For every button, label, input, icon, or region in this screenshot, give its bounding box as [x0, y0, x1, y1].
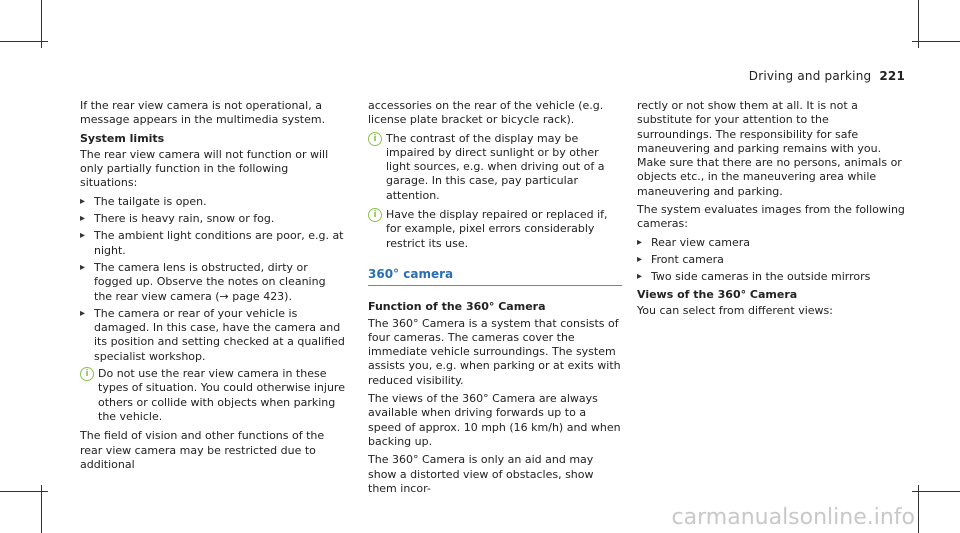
- intro-text: If the rear view camera is not operational, a message appears in the multimedia system.: [80, 99, 326, 127]
- list-item: ▸ There is heavy rain, snow or fog.: [80, 212, 346, 226]
- info-icon: i: [368, 132, 382, 146]
- column-2: [368, 99, 622, 500]
- info-note: [80, 367, 346, 424]
- paragraph: The 360° Camera is a system that consists of four cameras. The cameras cover the immediate vehicle surroundings. The system assists you, e.g. when parking or at exits with reduced visibility.: [368, 316, 621, 387]
- page-number: 221: [879, 69, 905, 83]
- column-1: [80, 99, 346, 476]
- cameras-list: [637, 236, 905, 285]
- paragraph: The field of vision and other functions of the rear view camera may be restricted due to additional: [80, 429, 325, 471]
- list-item: ▸ Front camera: [637, 253, 905, 267]
- column-3: [637, 99, 905, 322]
- page-header: [749, 69, 905, 83]
- system-limits-heading: System limits: [80, 131, 165, 145]
- info-icon: i: [368, 208, 382, 222]
- section-name: Driving and parking: [748, 69, 872, 83]
- paragraph: The system evaluates images from the following cameras:: [637, 203, 905, 231]
- list-item: ▸ The camera lens is obstructed, dirty or fogged up. Observe the notes on cleaning the rear view camera (→ page 423).: [80, 261, 346, 304]
- crop-mark: [0, 491, 48, 492]
- crop-mark: [0, 41, 48, 42]
- list-item: ▸ Rear view camera: [637, 236, 905, 250]
- paragraph: accessories on the rear of the vehicle (e.g. license plate bracket or bicycle rack).: [368, 99, 604, 127]
- views-heading: Views of the 360° Camera: [637, 287, 798, 301]
- info-note: [368, 132, 622, 203]
- watermark: carmanualsonline.info: [671, 505, 915, 530]
- list-item: ▸ The camera or rear of your vehicle is damaged. In this case, have the camera and its position and setting checked at a qualified specialist workshop.: [80, 307, 346, 364]
- function-heading: Function of the 360° Camera: [368, 300, 546, 314]
- paragraph: The views of the 360° Camera are always available when driving forwards up to a speed of approx. 10 mph (16 km/h) and when backing up.: [368, 392, 621, 448]
- crop-mark: [41, 485, 42, 533]
- crop-mark: [912, 491, 960, 492]
- limits-list: [80, 195, 346, 364]
- paragraph: The rear view camera will not function or will only partially function in the following situations:: [80, 147, 329, 190]
- paragraph: rectly or not show them at all. It is not a substitute for your attention to the surroundings. The responsibility for safe maneuvering and parking remains with you. Make sure that there are no persons, animals or objects etc., in the maneuvering area while maneuvering and parking.: [637, 99, 902, 198]
- note-text: The contrast of the display may be impaired by direct sunlight or by other light sources, e.g. when driving out of a garage. In this case, pay particular attention.: [386, 131, 605, 202]
- section-title: 360° camera: [368, 267, 622, 286]
- note-text: Have the display repaired or replaced if, for example, pixel errors considerably restrict its use.: [386, 208, 608, 250]
- list-item: ▸ The ambient light conditions are poor, e.g. at night.: [80, 229, 346, 258]
- crop-mark: [912, 41, 960, 42]
- info-icon: i: [80, 367, 94, 381]
- paragraph: The 360° Camera is only an aid and may show a distorted view of obstacles, show them incor-: [368, 453, 594, 495]
- info-note: [368, 208, 622, 251]
- list-item: ▸ Two side cameras in the outside mirrors: [637, 270, 905, 284]
- paragraph: You can select from different views:: [637, 303, 833, 317]
- note-text: Do not use the rear view camera in these types of situation. You could otherwise injure others or collide with objects when parking the vehicle.: [98, 367, 345, 423]
- crop-mark: [918, 485, 919, 533]
- list-item: ▸ The tailgate is open.: [80, 195, 346, 209]
